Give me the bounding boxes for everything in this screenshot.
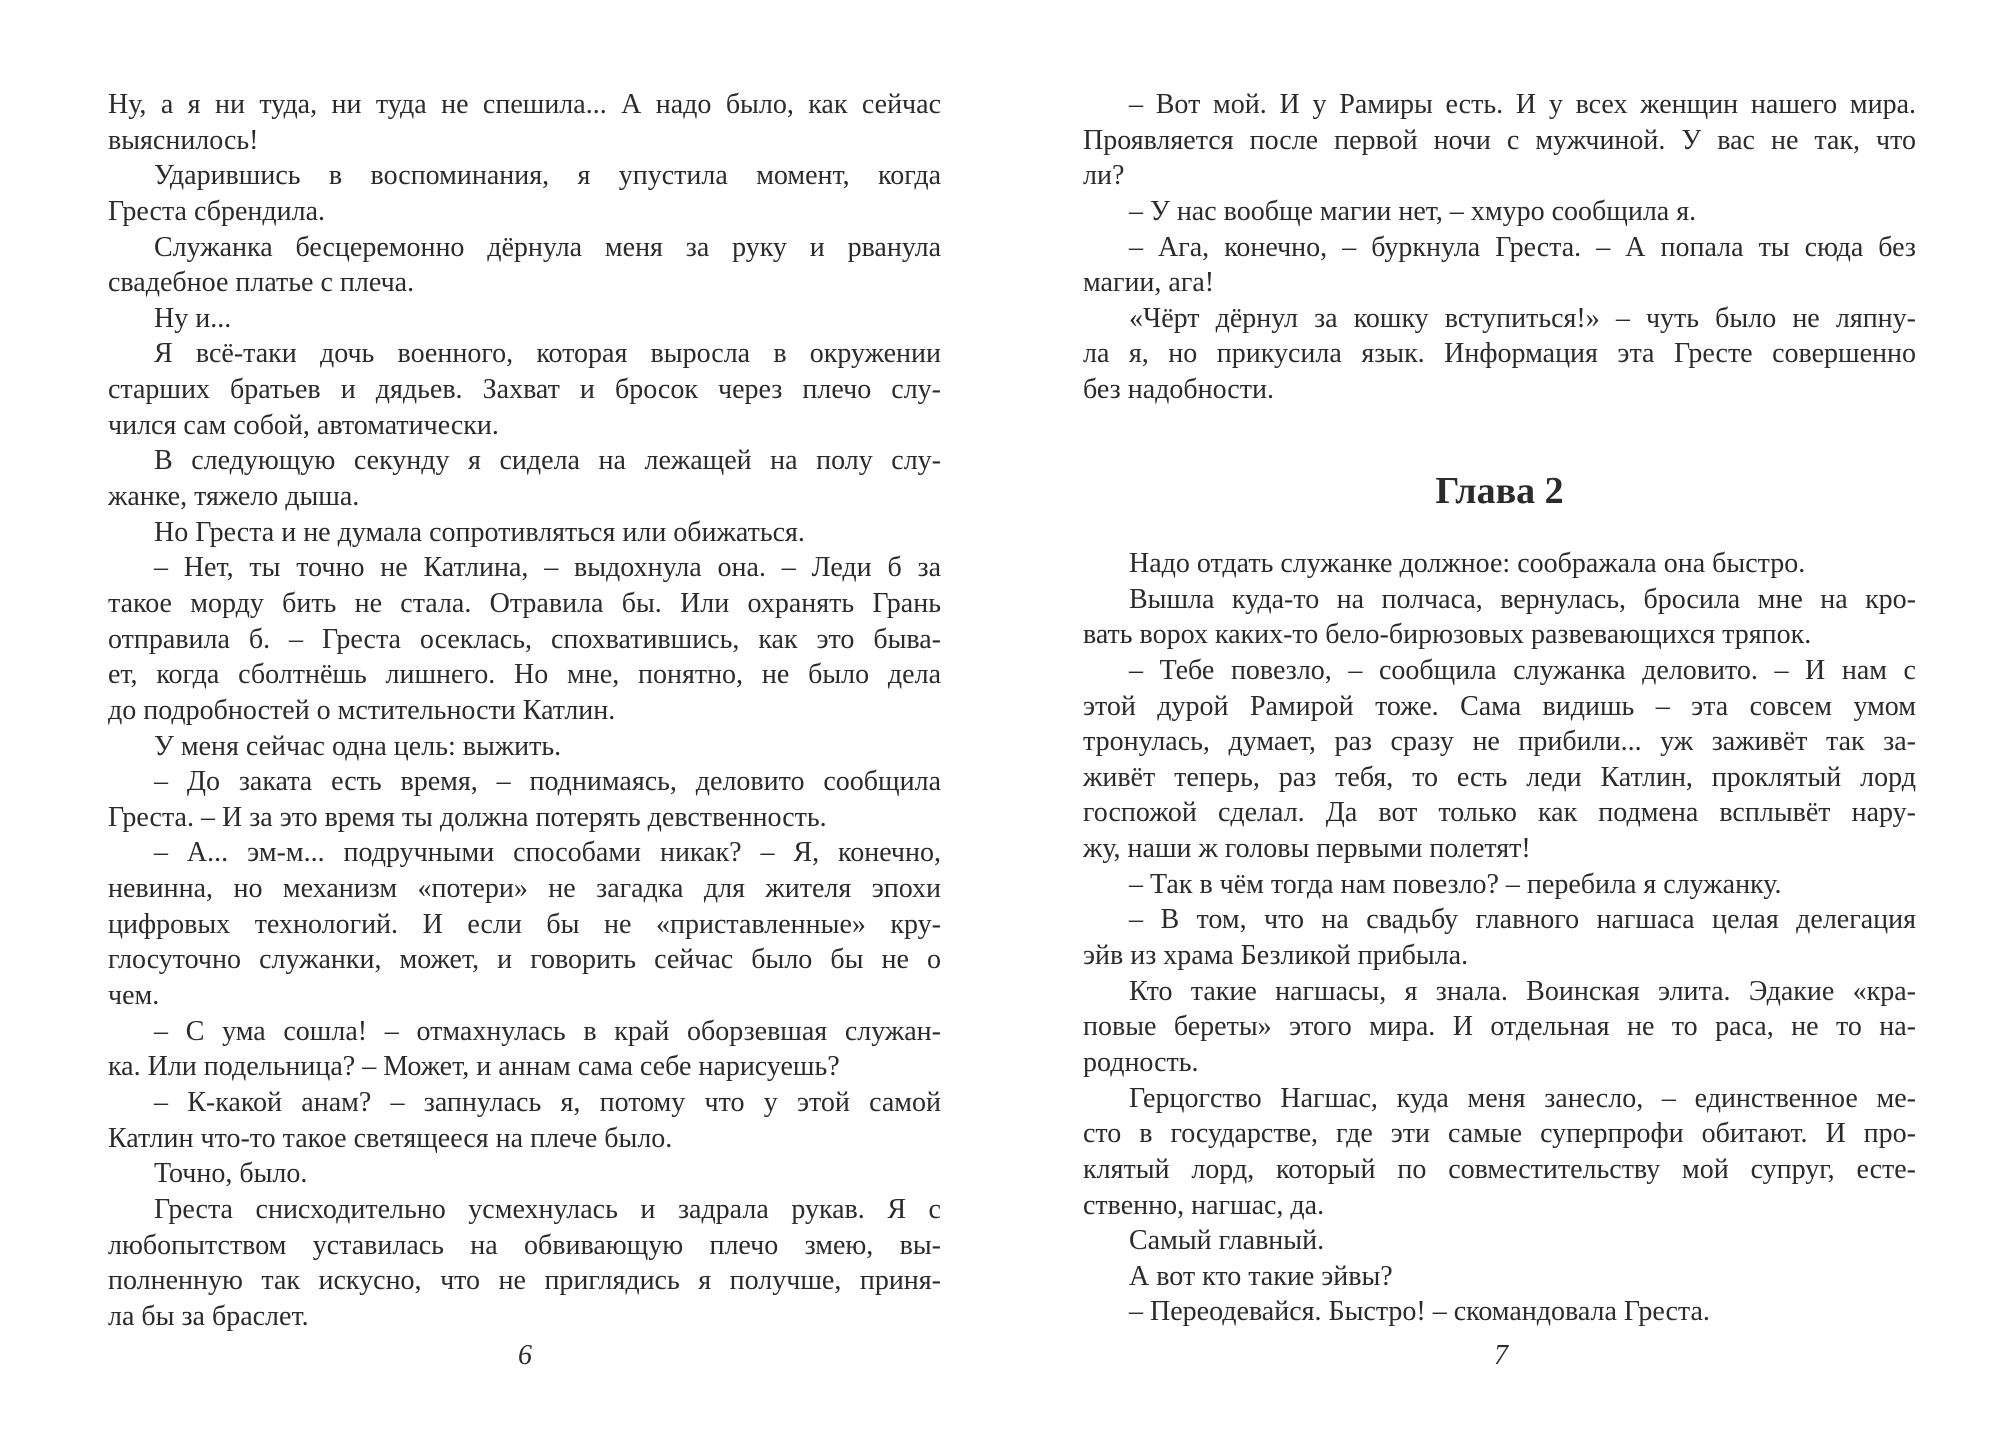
paragraph [108,301,941,337]
text-line: – В том, что на свадьбу главного нагшаса целая делегация [1129,904,1916,936]
text-line: Я всё-таки дочь военного, которая выросла в окружении [154,338,941,370]
paragraph [1083,87,1916,194]
text-line: чился сам собой, автоматически. [108,409,499,441]
text-line: повые береты» этого мира. И отдельная не то раса, не то на- [1083,1011,1916,1043]
paragraph [108,835,941,1013]
text-line: без надобности. [1083,374,1274,406]
text-line: – Тебе повезло, – сообщила служанка деловито. – И нам с [1129,654,1916,686]
paragraph [1083,301,1916,408]
text-line: – Вот мой. И у Рамиры есть. И у всех женщин нашего мира. [1129,89,1916,120]
text-line: – Так в чём тогда нам повезло? – перебила я служанку. [1129,868,1782,900]
paragraph [108,1192,941,1335]
page-number-left: 6 [518,1340,532,1371]
paragraph [1083,653,1916,867]
text-line: В следующую секунду я сидела на лежащей на полу слу- [154,445,941,477]
text-line: ла бы за браслет. [108,1300,309,1332]
paragraph [1083,1259,1916,1295]
paragraph [108,1085,941,1156]
text-line: Надо отдать служанке должное: соображала она быстро. [1129,548,1806,579]
text-line: Греста снисходительно усмехнулась и задрала рукав. Я с [154,1193,941,1225]
paragraph [108,230,941,301]
text-line: Греста сбрендила. [108,195,326,227]
text-line: магии, ага! [1083,267,1215,299]
text-line: старших братьев и дядьев. Захват и бросок через плечо слу- [108,374,941,406]
text-line: цифровых технологий. И если бы не «приставленные» кру- [108,908,941,940]
text-line: – До заката есть время, – поднимаясь, деловито сообщила [154,766,941,798]
text-line: свадебное платье с плеча. [108,267,415,299]
text-line: госпожой сделал. Да вот только как подмена всплывёт нару- [1083,797,1916,829]
text-line: – Нет, ты точно не Катлина, – выдохнула она. – Леди б за [154,552,941,584]
text-line: Герцогство Нагшас, куда меня занесло, – единственное ме- [1129,1082,1916,1114]
text-line: тронулась, думает, раз сразу не прибили... уж заживёт так за- [1083,726,1916,758]
paragraph [108,443,941,514]
text-line: до подробностей о мстительности Катлин. [108,694,616,726]
text-line: сто в государстве, где эти самые суперпрофи обитают. И про- [1083,1118,1916,1150]
text-line: Греста. – И за это время ты должна потерять девственность. [108,801,827,833]
paragraph [108,1156,941,1192]
text-line: «Чёрт дёрнул за кошку вступиться!» – чуть было не ляпну- [1129,302,1916,334]
text-line: Самый главный. [1129,1225,1325,1257]
text-line: Вышла куда-то на полчаса, вернулась, бросила мне на кро- [1129,583,1916,615]
paragraph [108,1014,941,1085]
text-line: выяснилось! [108,124,259,156]
text-line: клятый лорд, который по совместительству мой супруг, есте- [1083,1153,1916,1185]
paragraph [108,550,941,728]
paragraph [1083,194,1916,230]
text-line: живёт теперь, раз тебя, то есть леди Катлин, проклятый лорд [1083,761,1916,793]
text-line: любопытством уставилась на обвивающую плечо змею, вы- [108,1229,941,1261]
paragraph [1083,974,1916,1081]
text-line: Ну и... [154,302,232,334]
chapter-heading: Глава 2 [1435,470,1564,512]
text-line: У меня сейчас одна цель: выжить. [154,730,562,762]
paragraph [108,515,941,551]
text-line: чем. [108,980,160,1012]
paragraph [1083,1223,1916,1259]
text-line: эйв из храма Безликой прибыла. [1083,940,1469,972]
text-line: ла я, но прикусила язык. Информация эта Гресте совершенно [1083,338,1916,370]
page-number-right: 7 [1494,1340,1508,1371]
text-line: этой дурой Рамирой тоже. Сама видишь – эта совсем умом [1083,690,1916,722]
text-line: невинна, но механизм «потери» не загадка для жителя эпохи [108,873,941,905]
text-line: Служанка бесцеремонно дёрнула меня за руку и рванула [154,231,941,263]
paragraph [1083,1081,1916,1224]
left-page-text [108,87,941,1334]
text-line: Точно, было. [154,1158,308,1190]
paragraph [108,158,941,229]
paragraph [108,729,941,765]
text-line: вать ворох каких-то бело-бирюзовых развевающихся тряпок. [1083,619,1812,651]
text-line: – С ума сошла! – отмахнулась в край оборзевшая служан- [154,1015,941,1047]
paragraph [1083,867,1916,903]
text-line: А вот кто такие эйвы? [1129,1260,1393,1292]
text-line: – Переодевайся. Быстро! – скомандовала Греста. [1129,1296,1710,1328]
text-line: ка. Или подельница? – Может, и аннам сама себе нарисуешь? [108,1051,840,1083]
text-line: жанке, тяжело дыша. [108,481,360,513]
paragraph [1083,902,1916,973]
text-line: такое морду бить не стала. Отравила бы. Или охранять Грань [108,587,941,619]
text-line: Ударившись в воспоминания, я упустила момент, когда [154,160,941,192]
text-line: – К-какой анам? – запнулась я, потому что у этой самой [154,1086,941,1118]
text-line: – Ага, конечно, – буркнула Греста. – А попала ты сюда без [1129,231,1916,263]
text-line: Ну, а я ни туда, ни туда не спешила... А надо было, как сейчас [108,89,941,120]
right-page-text-bottom [1083,546,1916,1330]
text-line: Кто такие нагшасы, я знала. Воинская элита. Эдакие «кра- [1129,975,1916,1007]
text-line: Катлин что-то такое светящееся на плече было. [108,1122,673,1154]
paragraph [1083,546,1916,582]
paragraph [1083,1294,1916,1330]
paragraph [108,764,941,835]
text-line: – У нас вообще магии нет, – хмуро сообщила я. [1129,195,1697,227]
paragraph [1083,230,1916,301]
text-line: ет, когда сболтнёшь лишнего. Но мне, понятно, не было дела [108,659,941,691]
text-line: жу, наши ж головы первыми полетят! [1083,833,1531,865]
text-line: ственно, нагшас, да. [1083,1189,1325,1221]
paragraph [108,87,941,158]
paragraph [1083,582,1916,653]
text-line: ли? [1083,160,1125,192]
paragraph [108,336,941,443]
text-line: отправила б. – Греста осеклась, спохватившись, как это быва- [108,623,941,655]
text-line: Проявляется после первой ночи с мужчиной. У вас не так, что [1083,124,1916,156]
right-page-text-top [1083,87,1916,408]
text-line: полненную так искусно, что не приглядись я получше, приня- [108,1265,941,1297]
text-line: – А... эм-м... подручными способами никак? – Я, конечно, [154,837,941,869]
text-line: родность. [1083,1046,1199,1078]
text-line: глосуточно служанки, может, и говорить сейчас было бы не о [108,944,941,976]
text-line: Но Греста и не думала сопротивляться или обижаться. [154,516,805,548]
